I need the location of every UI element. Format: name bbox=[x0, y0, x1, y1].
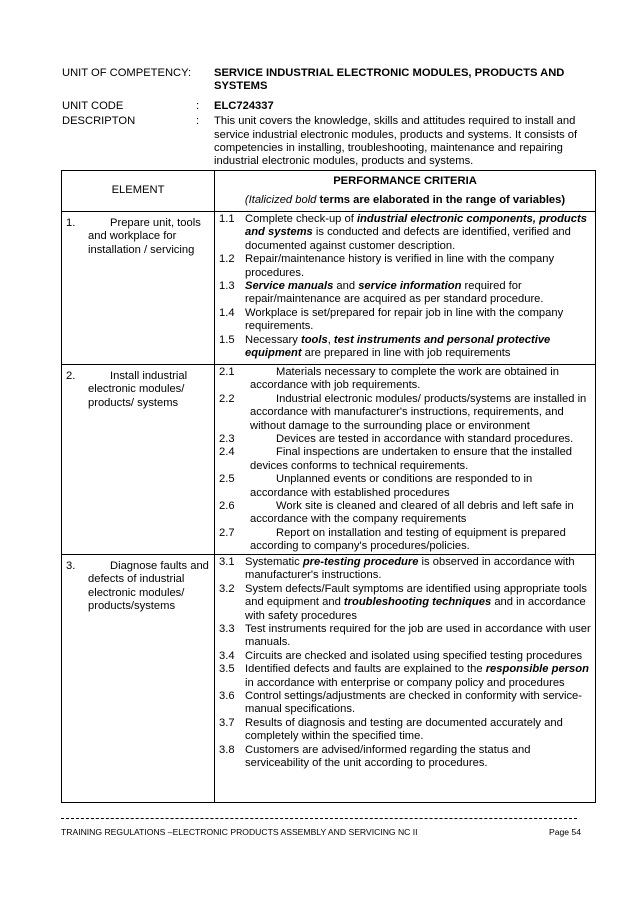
criterion-number: 3.3 bbox=[219, 623, 235, 636]
criterion-segment: Report on installation and testing of equipment is prepared according to company's procedures/policies. bbox=[250, 526, 566, 553]
criterion-segment: Control settings/adjustments are checked in conformity with service-manual specifications. bbox=[245, 690, 583, 716]
criterion-item bbox=[219, 744, 591, 771]
criterion-item bbox=[219, 433, 591, 446]
criterion-number: 3.5 bbox=[219, 663, 235, 676]
criterion-text bbox=[245, 623, 591, 650]
criterion-segment: Final inspections are undertaken to ensure that the installed devices conforms to technical requirements. bbox=[250, 446, 573, 472]
criterion-text bbox=[245, 663, 591, 690]
criteria-note-italic: (Italicized bold bbox=[244, 194, 317, 207]
range-term: tools bbox=[300, 333, 328, 346]
table-row bbox=[62, 212, 596, 365]
criterion-item bbox=[219, 446, 591, 473]
unit-title: SERVICE INDUSTRIAL ELECTRONIC MODULES, PRODUCTS AND SYSTEMS bbox=[214, 67, 565, 93]
criterion-number: 2.5 bbox=[219, 473, 235, 486]
criterion-item bbox=[219, 393, 591, 433]
criterion-text bbox=[245, 213, 591, 253]
criterion-number: 2.6 bbox=[219, 500, 235, 513]
element-title-start: Install industrial bbox=[110, 370, 188, 382]
criterion-text bbox=[245, 556, 591, 583]
code-colon: : bbox=[196, 99, 200, 112]
page-footer bbox=[61, 826, 581, 839]
criterion-segment: required for repair/maintenance are acquired as per standard procedure. bbox=[245, 280, 544, 306]
criterion-text bbox=[245, 334, 591, 361]
criterion-item bbox=[219, 650, 591, 663]
criterion-item bbox=[219, 366, 591, 393]
criterion-text bbox=[245, 744, 591, 771]
criterion-segment: in accordance with enterprise or company policy and procedures bbox=[245, 676, 565, 689]
criterion-text bbox=[245, 690, 591, 717]
element-number: 1. bbox=[66, 217, 76, 229]
criterion-text bbox=[245, 583, 591, 623]
criterion-item bbox=[219, 690, 591, 717]
criterion-number: 2.3 bbox=[219, 433, 235, 446]
table-header-row bbox=[62, 171, 596, 212]
page-number: Page 54 bbox=[548, 827, 581, 837]
criterion-item bbox=[219, 280, 591, 307]
range-term: test instruments and personal protective equipment bbox=[245, 333, 551, 360]
criterion-segment: Complete check-up of bbox=[245, 213, 357, 225]
criterion-number: 3.1 bbox=[219, 556, 235, 568]
footer-title: TRAINING REGULATIONS –ELECTRONIC PRODUCTS ASSEMBLY AND SERVICING NC II bbox=[61, 827, 418, 837]
criterion-item bbox=[219, 213, 591, 253]
criterion-text bbox=[245, 253, 591, 280]
unit-label: UNIT OF COMPETENCY: bbox=[62, 67, 192, 79]
criterion-number: 3.8 bbox=[219, 743, 235, 756]
criterion-text bbox=[250, 500, 591, 527]
criterion-segment: Industrial electronic modules/ products/systems are installed in accordance with manufacturer's instructions, requirements, and without damage to the surrounding place or environment bbox=[250, 392, 587, 432]
criterion-segment: Repair/maintenance history is verified in line with the company procedures. bbox=[245, 253, 555, 279]
criterion-text bbox=[250, 446, 591, 473]
criteria-cell bbox=[215, 212, 596, 365]
element-number: 2. bbox=[66, 370, 76, 382]
criterion-number: 1.3 bbox=[219, 280, 235, 293]
criterion-item bbox=[219, 527, 591, 554]
criterion-text bbox=[250, 366, 591, 393]
range-term: service information bbox=[358, 280, 462, 293]
criterion-segment: , bbox=[327, 333, 334, 346]
criterion-segment: and bbox=[333, 280, 359, 293]
criterion-segment: and in accordance with safety procedures bbox=[245, 596, 586, 622]
criterion-segment: is conducted and defects are identified, verified and documented against customer description. bbox=[245, 226, 571, 252]
desc-label: DESCRIPTON bbox=[62, 115, 136, 128]
element-cell bbox=[62, 365, 215, 555]
code-label: UNIT CODE bbox=[62, 99, 124, 112]
criteria-header: PERFORMANCE CRITERIA bbox=[333, 175, 477, 187]
criterion-item bbox=[219, 556, 591, 583]
criterion-segment: Identified defects and faults are explained to the bbox=[245, 663, 486, 676]
footer-divider bbox=[61, 818, 577, 819]
criterion-number: 2.1 bbox=[219, 366, 235, 378]
criterion-number: 3.2 bbox=[219, 582, 235, 595]
criterion-number: 2.2 bbox=[219, 392, 235, 405]
criterion-text bbox=[250, 433, 591, 446]
element-title-rest: electronic modules/ products/ systems bbox=[88, 383, 185, 409]
criterion-segment: Workplace is set/prepared for repair job in line with the company requirements. bbox=[245, 306, 564, 333]
criteria-note bbox=[215, 194, 595, 207]
criterion-item bbox=[219, 500, 591, 527]
criterion-segment: Materials necessary to complete the work are obtained in accordance with job requirements. bbox=[250, 366, 559, 392]
criterion-segment: Devices are tested in accordance with standard procedures. bbox=[276, 433, 574, 446]
range-term: pre-testing procedure bbox=[302, 556, 419, 568]
criteria-cell bbox=[215, 555, 596, 803]
criterion-number: 1.1 bbox=[219, 213, 235, 225]
competency-table bbox=[61, 170, 596, 803]
criterion-segment: Necessary bbox=[245, 333, 301, 346]
criterion-text bbox=[250, 473, 591, 500]
element-title-start: Diagnose faults and bbox=[110, 560, 209, 572]
criterion-item bbox=[219, 623, 591, 650]
criterion-number: 2.7 bbox=[219, 526, 235, 539]
range-term: responsible person bbox=[485, 663, 589, 676]
range-term: troubleshooting techniques bbox=[343, 596, 492, 609]
table-row bbox=[62, 555, 596, 803]
table-row bbox=[62, 365, 596, 555]
criteria-note-rest: terms are elaborated in the range of variables) bbox=[319, 194, 566, 207]
unit-description: This unit covers the knowledge, skills and attitudes required to install and service industrial electronic modules, products and systems. It consists of competencies in installing, troubleshooting, maintenance and repairing industrial electronic modules, products and systems. bbox=[214, 115, 578, 168]
unit-header bbox=[62, 67, 578, 169]
criterion-segment: Work site is cleaned and cleared of all debris and left safe in accordance with the company requirements bbox=[250, 500, 574, 526]
criterion-item bbox=[219, 473, 591, 500]
criterion-segment: is observed in accordance with manufacturer's instructions. bbox=[245, 556, 575, 582]
criterion-number: 3.7 bbox=[219, 716, 235, 729]
criterion-segment: Test instruments required for the job are used in accordance with user manuals. bbox=[245, 623, 591, 649]
criterion-segment: System defects/Fault symptoms are identified using appropriate tools and equipment and bbox=[245, 582, 588, 609]
criterion-text bbox=[245, 650, 591, 663]
unit-code: ELC724337 bbox=[214, 99, 274, 112]
criterion-text bbox=[245, 307, 591, 334]
criterion-segment: Circuits are checked and isolated using specified testing procedures bbox=[245, 649, 583, 662]
desc-colon: : bbox=[196, 115, 200, 128]
criterion-item bbox=[219, 253, 591, 280]
range-term: industrial electronic components, products and systems bbox=[245, 213, 587, 239]
criteria-cell bbox=[215, 365, 596, 555]
element-cell bbox=[62, 212, 215, 365]
element-title-rest: defects of industrial electronic modules/ products/systems bbox=[88, 573, 185, 613]
criterion-number: 3.6 bbox=[219, 690, 235, 703]
criterion-text bbox=[245, 717, 591, 744]
criterion-segment: Systematic bbox=[245, 556, 303, 568]
criterion-number: 2.4 bbox=[219, 446, 235, 459]
criterion-segment: Unplanned events or conditions are responded to in accordance with established procedures bbox=[250, 473, 533, 499]
element-header: ELEMENT bbox=[62, 171, 215, 212]
criterion-item bbox=[219, 334, 591, 361]
criterion-text bbox=[245, 280, 591, 307]
criterion-number: 1.5 bbox=[219, 333, 235, 346]
criterion-number: 1.4 bbox=[219, 306, 235, 319]
criterion-segment: Results of diagnosis and testing are documented accurately and completely within the specified time. bbox=[245, 716, 563, 743]
criterion-item bbox=[219, 717, 591, 744]
criterion-segment: are prepared in line with job requirements bbox=[301, 347, 511, 360]
criterion-item bbox=[219, 583, 591, 623]
element-title-rest: and workplace for installation / servicing bbox=[88, 230, 195, 256]
criterion-text bbox=[250, 393, 591, 433]
criterion-item bbox=[219, 307, 591, 334]
range-term: Service manuals bbox=[245, 280, 334, 293]
criterion-text bbox=[250, 527, 591, 554]
element-number: 3. bbox=[66, 560, 76, 572]
criterion-number: 1.2 bbox=[219, 253, 235, 266]
criterion-item bbox=[219, 663, 591, 690]
element-title-start: Prepare unit, tools bbox=[110, 217, 201, 229]
criteria-header-cell bbox=[215, 171, 596, 212]
criterion-number: 3.4 bbox=[219, 649, 235, 662]
element-cell bbox=[62, 555, 215, 803]
criterion-segment: Customers are advised/informed regarding the status and serviceability of the unit according to procedures. bbox=[245, 743, 531, 770]
